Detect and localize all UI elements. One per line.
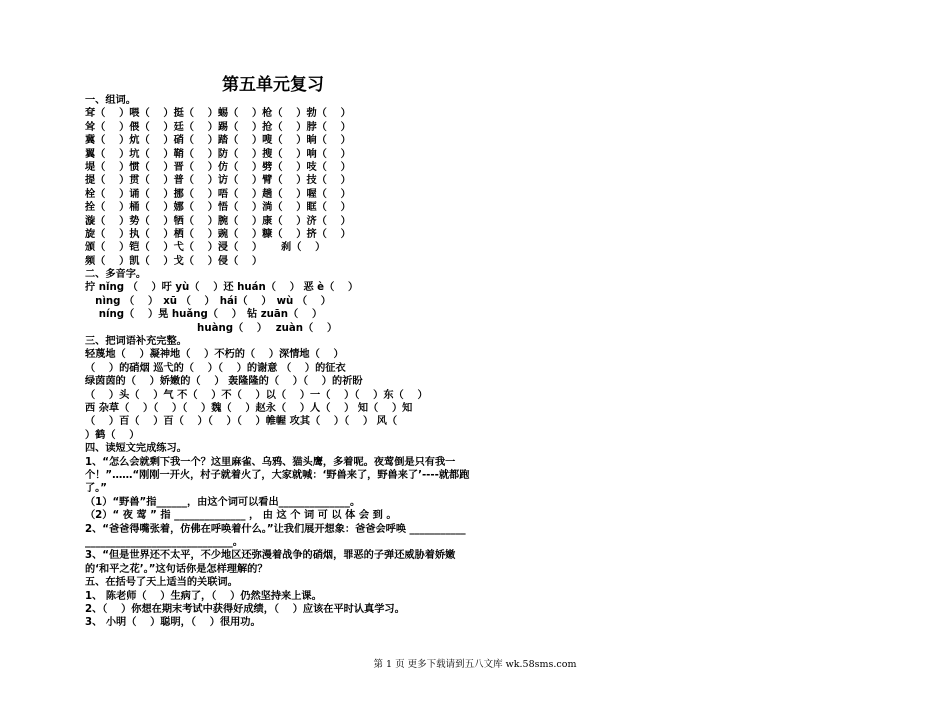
- word-group-row: 堤（ ）惯（ ）晋（ ）仿（ ）劈（ ）吱（ ）: [85, 161, 351, 173]
- fill-in-row: （ ）百（ ）百（ ）（ ）（ ）帷幄 攻其（ ）（ ） 风（: [85, 416, 398, 428]
- word-group-row: 漩（ ）势（ ）牺（ ）腕（ ）康（ ）济（ ）: [85, 215, 351, 227]
- conjunction-item: 3、 小明（ ）聪明，（ ）很用功。: [85, 617, 261, 629]
- fill-in-row: 轻蔑地（ ）凝神地（ ）不朽的（ ）深情地（ ）: [85, 349, 344, 361]
- section-heading: 三、把词语补充完整。: [85, 336, 187, 348]
- word-group-row: 拴（ ）桶（ ）娜（ ）悟（ ）淌（ ）眶（ ）: [85, 202, 351, 214]
- polyphone-row: níng（ ）晃 huǎng（ ） 钻 zuān（ ）: [85, 309, 323, 321]
- section-heading: 四、读短文完成练习。: [85, 443, 187, 455]
- word-group-row: 冀（ ）炕（ ）硝（ ）踏（ ）嗖（ ）晌（ ）: [85, 135, 351, 147]
- fill-in-row: 西 杂草（ ）（ ）（ ）魏（ ）赵永（ ）人（ ） 知（ ）知: [85, 402, 413, 414]
- fill-in-row: （ ）的硝烟 巡弋的（ ）（ ）的谢意 （ ）的征衣: [85, 362, 346, 374]
- polyphone-row: nìng （ ） xū （ ） hái（ ） wù （ ）: [85, 295, 331, 307]
- passage-quote: 1、“怎么会就剩下我一个？这里麻雀、乌鸦、猫头鹰，多着呢。夜莺倒是只有我一个！”……“刚刚一开火，村子就着火了，大家就喊：‘野兽来了，野兽来了’----就都跑了。”: [85, 456, 470, 495]
- conjunction-item: 1、 陈老师（ ）生病了，（ ）仍然坚持来上课。: [85, 590, 322, 602]
- fill-in-row: 绿茵茵的（ ）娇嫩的（ ） 轰隆隆的（ ）（ ）的祈盼: [85, 376, 363, 388]
- word-group-row: 耸（ ）偎（ ）廷（ ）踢（ ）抢（ ）脖（ ）: [85, 121, 351, 133]
- page-footer: 第 1 页 更多下载请到五八文库 wk.58sms.com: [373, 659, 577, 670]
- word-group-row: 频（ ）凯（ ）戈（ ）侵（ ）: [85, 255, 263, 267]
- word-group-row: 颁（ ）铠（ ）弋（ ）浸（ ） 刹（ ）: [85, 242, 326, 254]
- word-group-row: 栓（ ）诵（ ）挪（ ）唔（ ）趟（ ）喔（ ）: [85, 188, 351, 200]
- worksheet-body: [85, 94, 470, 630]
- question-item: 2、“爸爸得嘴张着，仿佛在呼唤着什么。”让我们展开想象：爸爸会呼唤 ________________________________________。: [85, 523, 466, 548]
- section-heading: 二、多音字。: [85, 269, 147, 281]
- question-item: （2）“ 夜 莺 ” 指 ______________ ， 由 这 个 词 可 以 体 会 到 。: [85, 510, 397, 522]
- fill-in-row: （ ）头（ ）气 不（ ）不（ ）以（ ）一（ ）（ ）东（ ）: [85, 389, 428, 401]
- question-item: 3、“但是世界还不太平，不少地区还弥漫着战争的硝烟，罪恶的子弹还威胁着娇嫩的‘和平之花’。”这句话你是怎样理解的？: [85, 550, 456, 575]
- conjunction-item: 2、（ ）你想在期末考试中获得好成绩，（ ）应该在平时认真学习。: [85, 603, 405, 615]
- fill-in-row: ）鹤（ ）: [85, 429, 140, 441]
- section-heading: 一、组词。: [85, 95, 136, 106]
- page-title: 第五单元复习: [222, 75, 324, 95]
- word-group-row: 耷（ ）喂（ ）挺（ ）蜴（ ）枪（ ）勃（ ）: [85, 108, 351, 120]
- word-group-row: 翼（ ）坑（ ）鞘（ ）防（ ）搜（ ）响（ ）: [85, 148, 351, 160]
- word-group-row: 旋（ ）执（ ）栖（ ）豌（ ）糠（ ）挤（ ）: [85, 228, 351, 240]
- question-item: （1）“野兽”指______，由这个词可以看出______________。: [85, 496, 361, 508]
- word-group-row: 提（ ）贯（ ）普（ ）访（ ）臂（ ）技（ ）: [85, 175, 351, 187]
- section-heading: 五、在括号了天上适当的关联词。: [85, 577, 238, 589]
- polyphone-row: huàng（ ） zuàn（ ）: [85, 322, 338, 334]
- polyphone-row: 拧 nǐng （ ）吁 yù（ ）还 huán（ ） 恶 è（ ）: [85, 282, 359, 294]
